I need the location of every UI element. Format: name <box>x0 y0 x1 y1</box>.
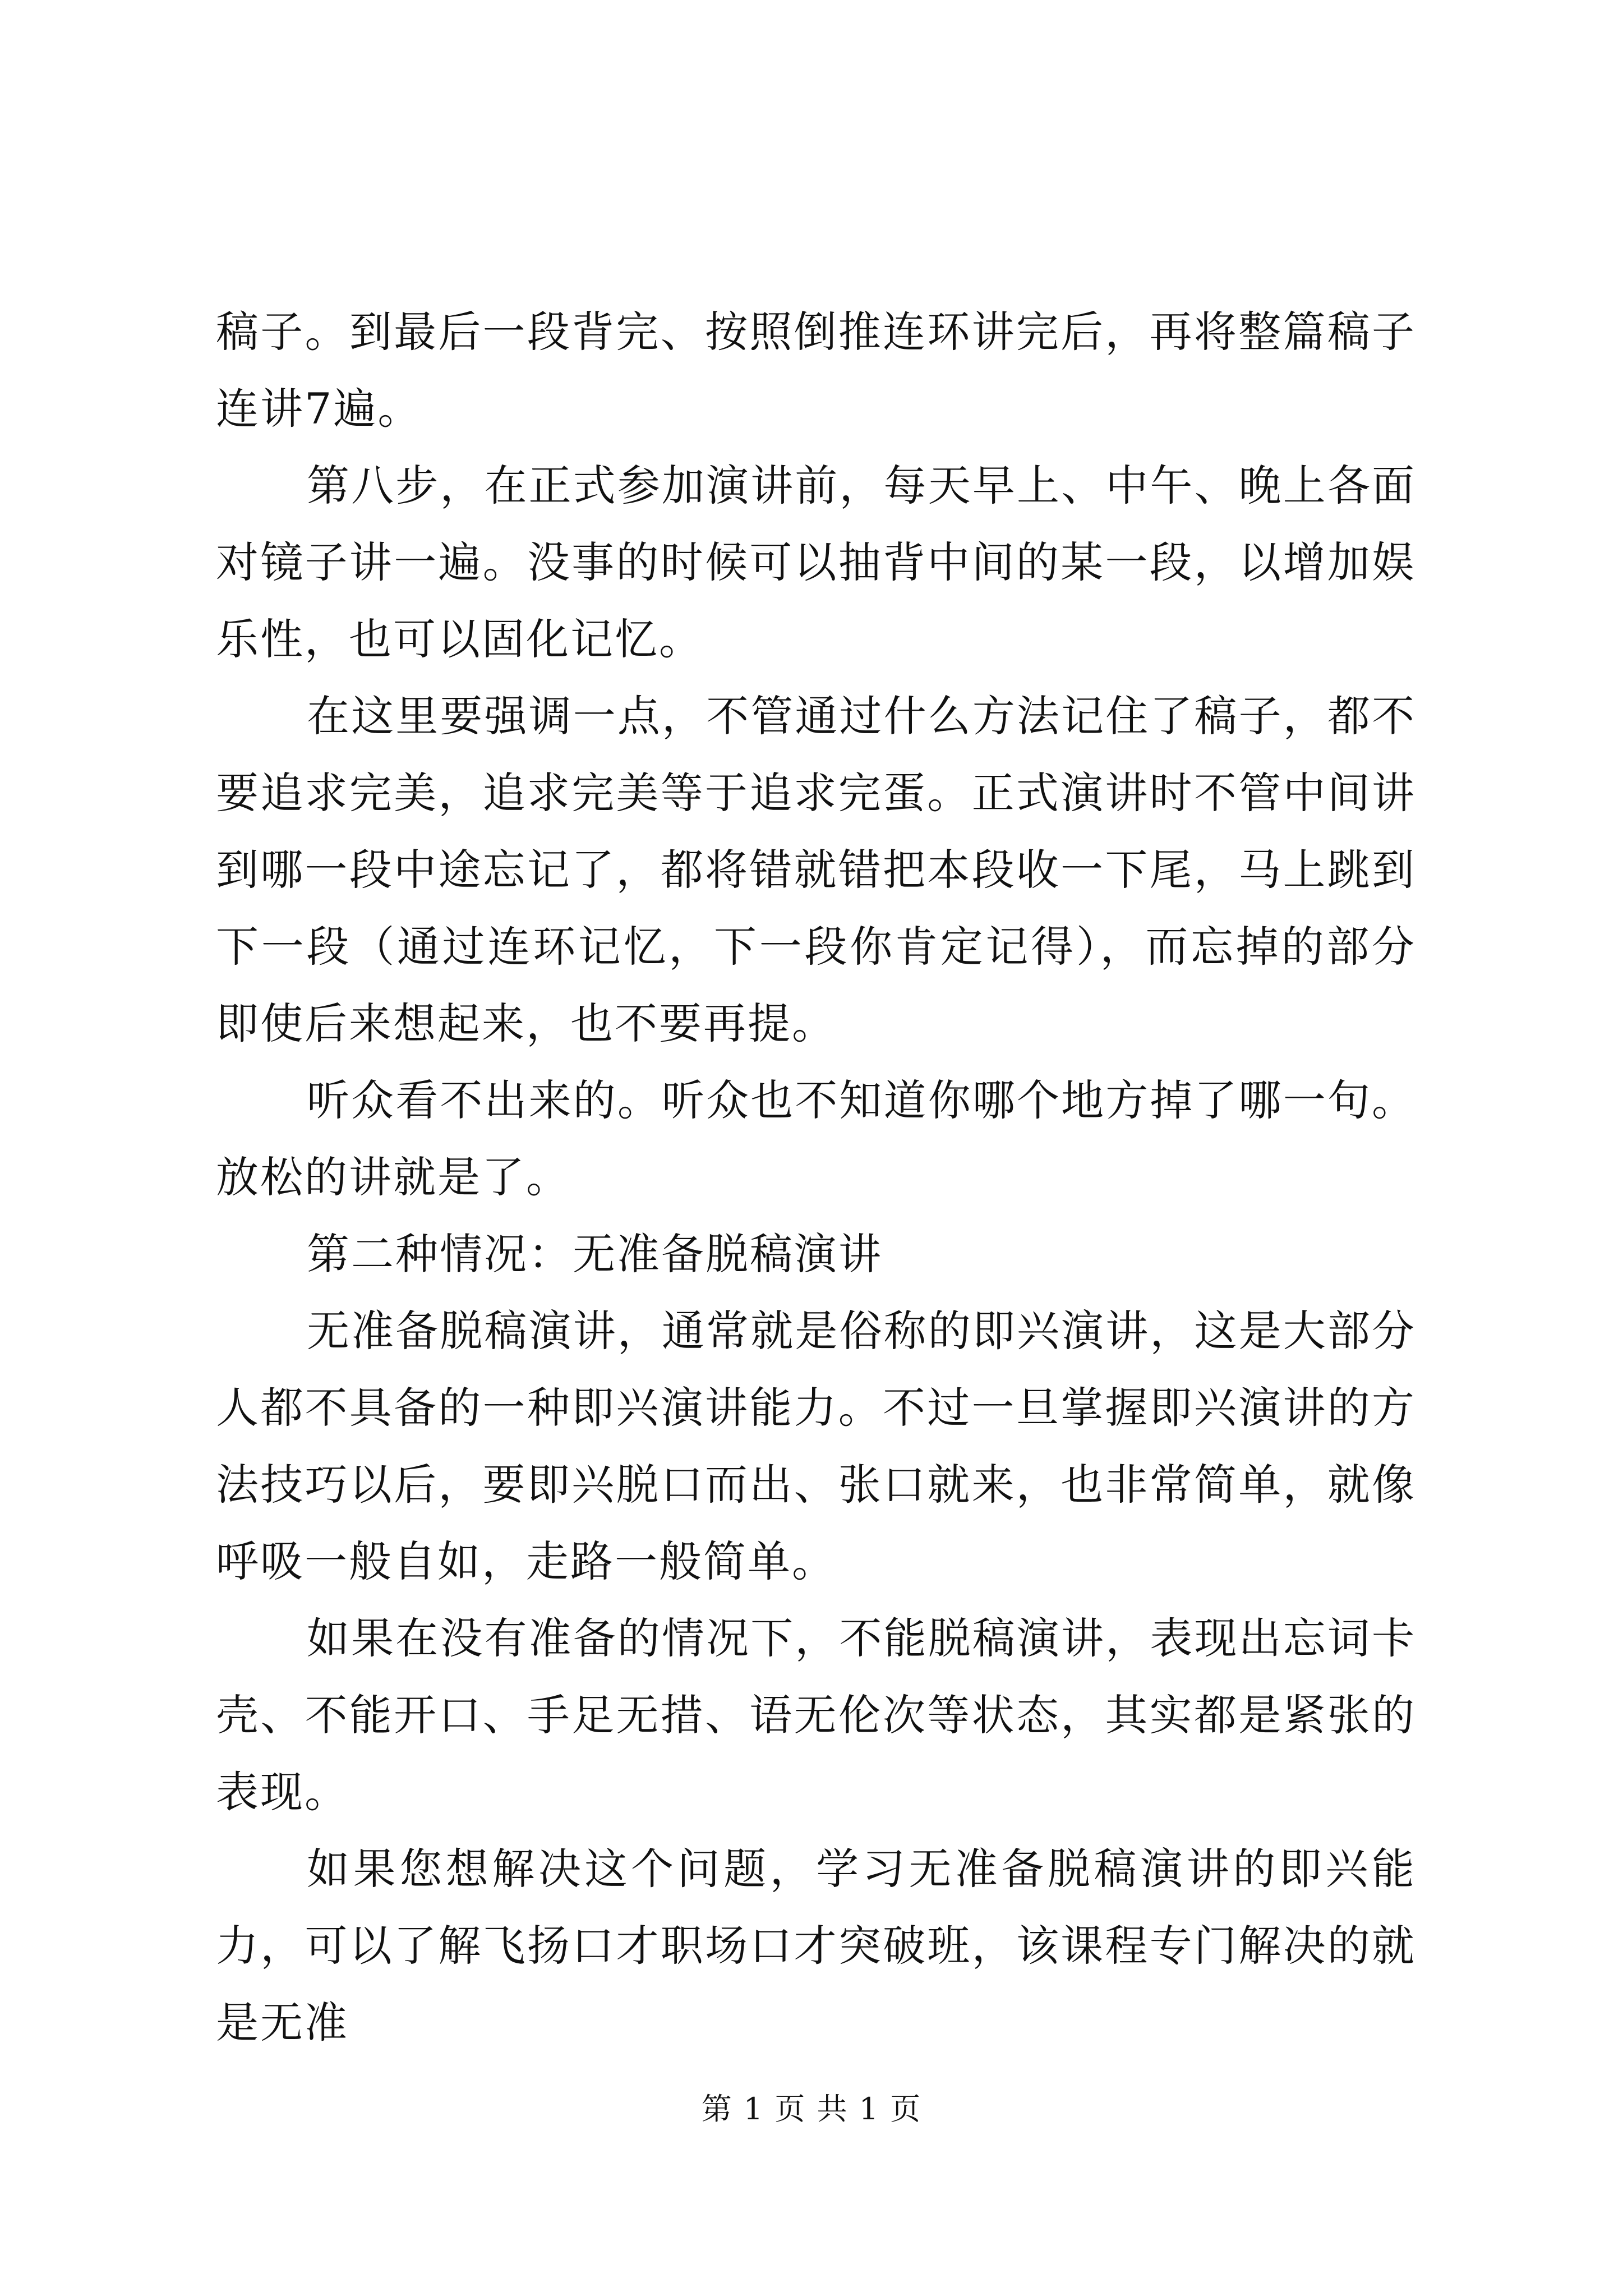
paragraph-3: 在这里要强调一点，不管通过什么方法记住了稿子，都不要追求完美，追求完美等于追求完蛋。正式演讲时不管中间讲到哪一段中途忘记了，都将错就错把本段收一下尾，马上跳到下一段（通过连环记忆，下一段你肯定记得），而忘掉的部分即使后来想起来，也不要再提。 <box>216 691 1416 1048</box>
paragraph-7: 如果您想解决这个问题，学习无准备脱稿演讲的即兴能力，可以了解飞扬口才职场口才突破班，该课程专门解决的就是无准 <box>216 1844 1416 2047</box>
paragraph-1: 稿子。到最后一段背完、按照倒推连环讲完后，再将整篇稿子连讲7遍。 <box>216 307 1416 434</box>
paragraph-6: 如果在没有准备的情况下，不能脱稿演讲，表现出忘词卡壳、不能开口、手足无措、语无伦次等状态，其实都是紧张的表现。 <box>216 1613 1416 1817</box>
paragraph-4: 听众看不出来的。听众也不知道你哪个地方掉了哪一句。放松的讲就是了。 <box>216 1075 1416 1202</box>
page-footer: 第 1 页 共 1 页 <box>701 2091 922 2127</box>
paragraph-5: 无准备脱稿演讲，通常就是俗称的即兴演讲，这是大部分人都不具备的一种即兴演讲能力。不过一旦掌握即兴演讲的方法技巧以后，要即兴脱口而出、张口就来，也非常简单，就像呼吸一般自如，走路一般简单。 <box>216 1306 1416 1586</box>
paragraph-2: 第八步，在正式参加演讲前，每天早上、中午、晚上各面对镜子讲一遍。没事的时候可以抽背中间的某一段，以增加娱乐性，也可以固化记忆。 <box>216 461 1416 664</box>
document-body <box>216 293 1416 2061</box>
section-heading: 第二种情况：无准备脱稿演讲 <box>307 1229 883 1279</box>
